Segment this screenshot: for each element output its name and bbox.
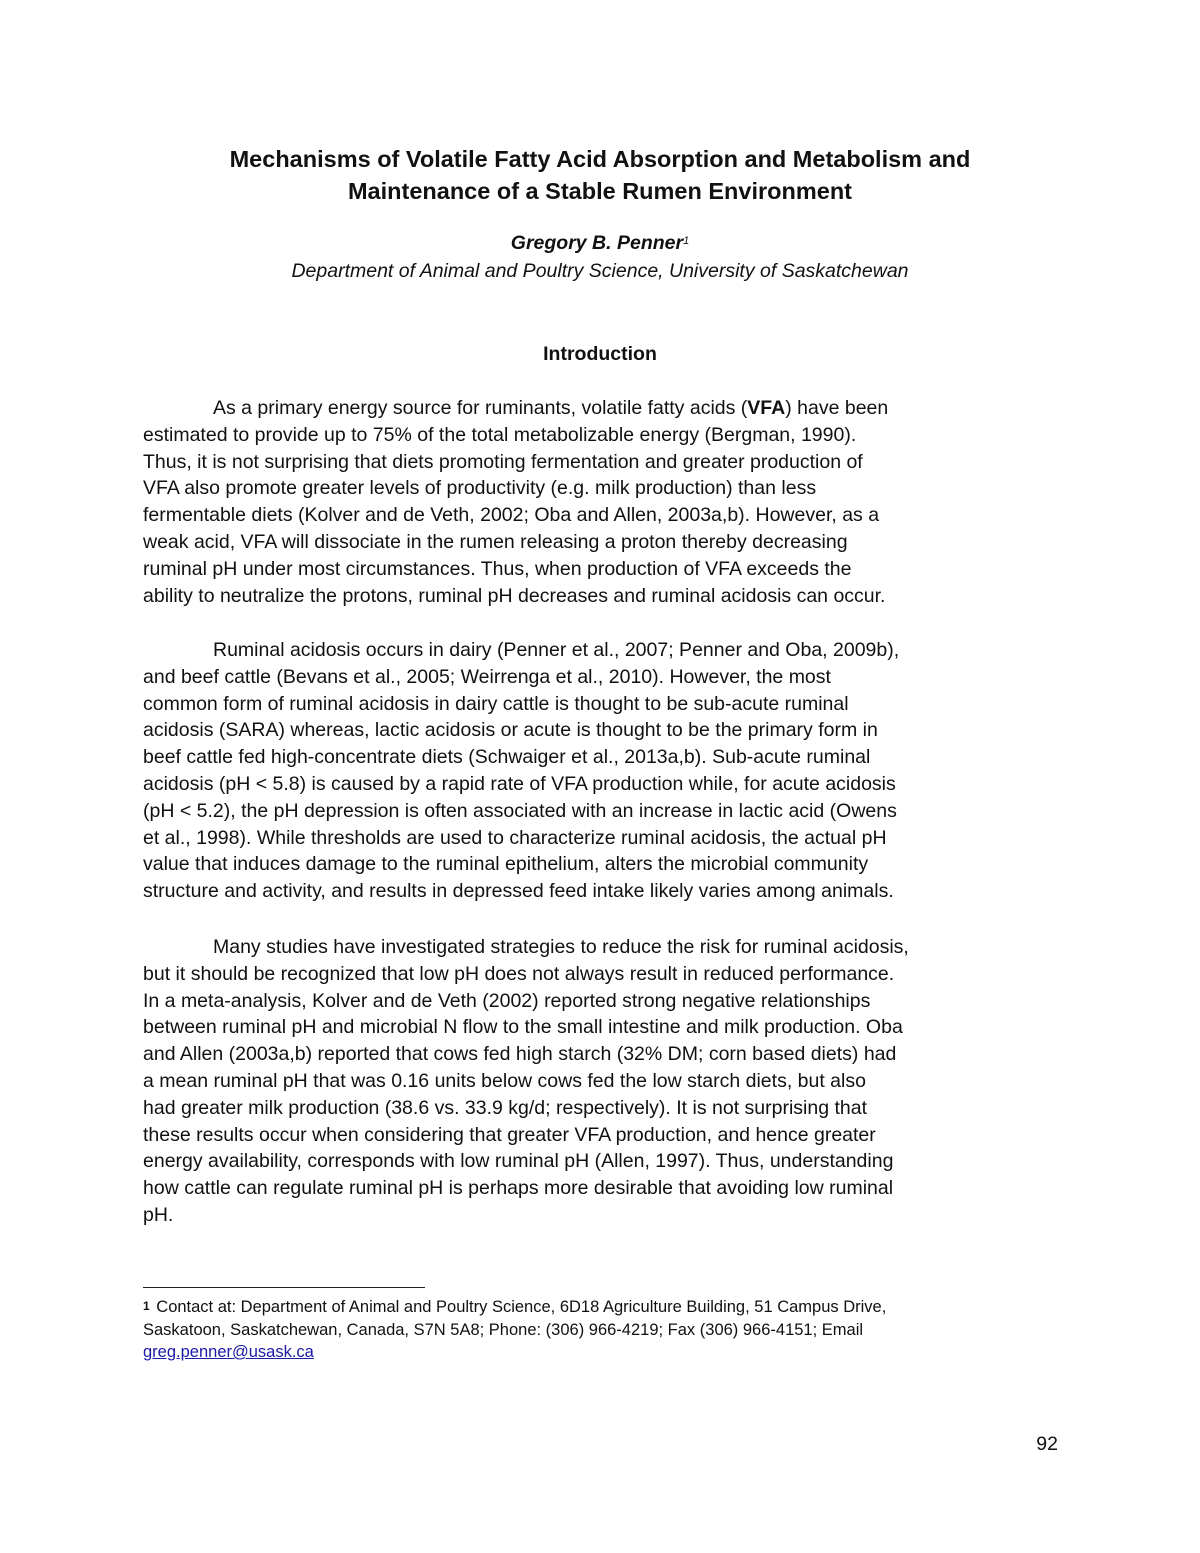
- paragraph-line: value that induces damage to the ruminal epithelium, alters the microbial community: [143, 853, 869, 876]
- footnote-line: [143, 1341, 1063, 1364]
- paragraph-line: [143, 395, 1063, 422]
- paragraph-line: how cattle can regulate ruminal pH is perhaps more desirable that avoiding low ruminal: [143, 1177, 894, 1200]
- section-heading: Introduction: [543, 343, 657, 365]
- paragraph-line: had greater milk production (38.6 vs. 33.9 kg/d; respectively). It is not surprising that: [143, 1096, 868, 1119]
- title-line: Maintenance of a Stable Rumen Environment: [347, 178, 853, 204]
- paragraph-line: a mean ruminal pH that was 0.16 units below cows fed the low starch diets, but also: [143, 1069, 866, 1092]
- paragraph-line: between ruminal pH and microbial N flow to the small intestine and milk production. Oba: [143, 1016, 903, 1039]
- paragraph-line: et al., 1998). While thresholds are used to characterize ruminal acidosis, the actual pH: [143, 826, 887, 849]
- footnote-line: Saskatoon, Saskatchewan, Canada, S7N 5A8; Phone: (306) 966-4219; Fax (306) 966-4151; Email: [143, 1320, 864, 1339]
- paragraph-line: energy availability, corresponds with low ruminal pH (Allen, 1997). Thus, understanding: [143, 1150, 894, 1173]
- paragraph-line: (pH < 5.2), the pH depression is often associated with an increase in lactic acid (Owens: [143, 799, 897, 822]
- paragraph-line: these results occur when considering that greater VFA production, and hence greater: [143, 1123, 876, 1146]
- paragraph-line: fermentable diets (Kolver and de Veth, 2002; Oba and Allen, 2003a,b). However, as a: [143, 504, 880, 527]
- paragraph-line: ability to neutralize the protons, ruminal pH decreases and ruminal acidosis can occur.: [143, 584, 886, 607]
- page-number: 92: [1036, 1433, 1058, 1455]
- paragraph-line: acidosis (SARA) whereas, lactic acidosis or acute is thought to be the primary form in: [143, 719, 878, 742]
- paragraph-line: but it should be recognized that low pH does not always result in reduced performance.: [143, 962, 895, 985]
- email-link[interactable]: greg.penner@usask.ca: [143, 1343, 314, 1361]
- paragraph-line: structure and activity, and results in depressed feed intake likely varies among animals.: [143, 880, 894, 903]
- line-text: ) have been: [785, 397, 889, 419]
- author-line: [100, 231, 1100, 255]
- footnote: [143, 1296, 1063, 1364]
- author-footnote-marker: 1: [683, 235, 690, 247]
- line-text: As a primary energy source for ruminants, volatile fatty acids (: [213, 397, 748, 419]
- paper-title: [100, 143, 1100, 207]
- bold-term: VFA: [747, 397, 786, 419]
- footnote-marker: 1: [143, 1299, 150, 1313]
- paragraph-line: ruminal pH under most circumstances. Thus, when production of VFA exceeds the: [143, 557, 852, 580]
- paragraph-line: and Allen (2003a,b) reported that cows fed high starch (32% DM; corn based diets) had: [143, 1043, 897, 1066]
- paragraph: [143, 934, 1063, 1229]
- paragraph-line: Thus, it is not surprising that diets promoting fermentation and greater production of: [143, 450, 863, 473]
- paragraph-line: acidosis (pH < 5.8) is caused by a rapid rate of VFA production while, for acute acidosis: [143, 772, 896, 795]
- title-line: Mechanisms of Volatile Fatty Acid Absorption and Metabolism and: [229, 146, 971, 172]
- paragraph-line: and beef cattle (Bevans et al., 2005; Weirrenga et al., 2010). However, the most: [143, 665, 831, 688]
- paragraph: [143, 637, 1063, 905]
- paragraph-line: beef cattle fed high-concentrate diets (Schwaiger et al., 2013a,b). Sub-acute ruminal: [143, 746, 871, 769]
- footnote-divider: [143, 1287, 425, 1288]
- paragraph-line: pH.: [143, 1203, 174, 1226]
- affiliation: Department of Animal and Poultry Science, University of Saskatchewan: [291, 260, 909, 282]
- author-name: Gregory B. Penner: [510, 232, 684, 254]
- paragraph: [143, 395, 1063, 609]
- paragraph-line: estimated to provide up to 75% of the total metabolizable energy (Bergman, 1990).: [143, 423, 857, 446]
- footnote-text: Contact at: Department of Animal and Poultry Science, 6D18 Agriculture Building, 51 Campus Drive,: [156, 1298, 887, 1316]
- paragraph-line: common form of ruminal acidosis in dairy cattle is thought to be sub-acute ruminal: [143, 692, 849, 715]
- footnote-line: [143, 1296, 1063, 1319]
- paragraph-line: In a meta-analysis, Kolver and de Veth (2002) reported strong negative relationships: [143, 989, 871, 1012]
- paragraph-line: weak acid, VFA will dissociate in the rumen releasing a proton thereby decreasing: [143, 530, 848, 553]
- paragraph-line: VFA also promote greater levels of productivity (e.g. milk production) than less: [143, 477, 817, 500]
- paragraph-line: Ruminal acidosis occurs in dairy (Penner et al., 2007; Penner and Oba, 2009b),: [213, 639, 900, 661]
- paragraph-line: Many studies have investigated strategies to reduce the risk for ruminal acidosis,: [213, 936, 909, 958]
